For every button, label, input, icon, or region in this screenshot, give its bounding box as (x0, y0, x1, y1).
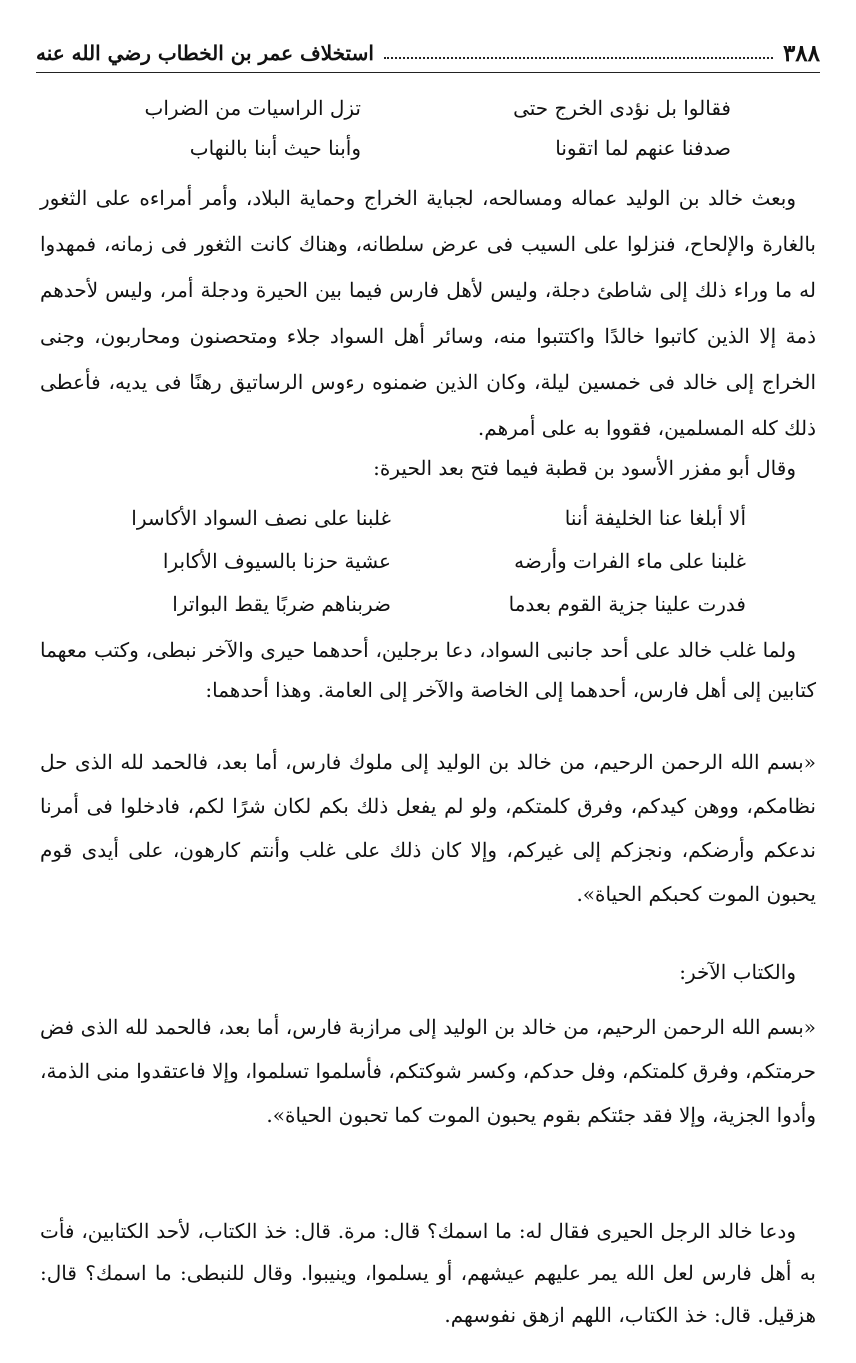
verse-line (0, 584, 856, 624)
paragraph-final (40, 1210, 816, 1336)
paragraph-text: وقال أبو مفزر الأسود بن قطبة فيما فتح بعد الحيرة: (373, 456, 796, 480)
paragraph-text: ودعا خالد الرجل الحيرى فقال له: ما اسمك؟ قال: مرة. قال: خذ الكتاب، لأحد الكتابين، فأت به أهل فارس لعل الله يمر عليهم عيشهم، أو يسلموا، وينيبوا. وقال للنبطى: ما اسمك؟ قال: هزقيل. قال: خذ الكتاب، اللهم ازهق نفوسهم. (40, 1219, 816, 1327)
verse-hemistich-second: وأبنا حيث أبنا بالنهاب (189, 136, 361, 160)
verse-hemistich-first: ألا أبلغا عنا الخليفة أننا (564, 506, 746, 530)
paragraph-text: «بسم الله الرحمن الرحيم، من خالد بن الوليد إلى مرازبة فارس، أما بعد، فالحمد لله الذى فض حرمتكم، وفرق كلمتكم، وفل حدكم، وكسر شوكتكم، فأسلموا تسلموا، وإلا فاعتقدوا منى الذمة، وأدوا الجزية، وإلا فقد جئتكم بقوم يحبون الموت كما تحبون الحياة». (40, 1015, 816, 1127)
paragraph-text: «بسم الله الرحمن الرحيم، من خالد بن الوليد إلى ملوك فارس، أما بعد، فالحمد لله الذى حل نظامكم، ووهن كيدكم، وفرق كلمتكم، ولو لم يفعل ذلك بكم لكان شرًا لكم، فادخلوا فى أمرنا ندعكم وأرضكم، ونجزكم إلى غيركم، وإلا كان ذلك على غلب وأنتم كارهون، على أيدى قوم يحبون الموت كحبكم الحياة». (40, 750, 816, 906)
verse-line (0, 498, 856, 538)
page-header (36, 34, 820, 73)
paragraph-poem-intro (40, 448, 816, 488)
page-number: ٣٨٨ (782, 39, 820, 67)
verse-hemistich-second: تزل الراسيات من الضراب (144, 96, 361, 120)
verse-hemistich-first: صدفنا عنهم لما اتقونا (555, 136, 731, 160)
verse-line (0, 88, 856, 128)
paragraph-intro (40, 175, 816, 451)
paragraph-letter-one (40, 740, 816, 916)
paragraph-other-letter (40, 952, 816, 992)
paragraph-letter-two (40, 1005, 816, 1137)
verse-hemistich-second: غلبنا على نصف السواد الأكاسرا (131, 506, 391, 530)
verse-hemistich-first: فدرت علينا جزية القوم بعدما (508, 592, 746, 616)
verse-hemistich-second: عشية حزنا بالسيوف الأكابرا (162, 549, 391, 573)
running-title: استخلاف عمر بن الخطاب رضي الله عنه (36, 41, 374, 65)
paragraph-text: وبعث خالد بن الوليد عماله ومسالحه، لجباية الخراج وحماية البلاد، وأمر أمراءه على الثغور بالغارة والإلحاح، فنزلوا على السيب فى عرض سلطانه، وهناك كانت الثغور فى زمانه، فمهدوا له ما وراء ذلك إلى شاطئ دجلة، وليس لأهل فارس فيما بين الحيرة ودجلة أمر، وليس لأحدهم ذمة إلا الذين كاتبوا خالدًا واكتتبوا منه، وسائر أهل السواد جلاء ومتحصنون ومحاربون، وجنى الخراج إلى خالد فى خمسين ليلة، وكان الذين ضمنوه رءوس الرساتيق رهنًا فى يديه، فأعطى ذلك كله المسلمين، فقووا به على أمرهم. (40, 186, 816, 440)
verse-hemistich-second: ضربناهم ضربًا يقط البواترا (172, 592, 391, 616)
header-dot-leader (384, 57, 773, 59)
paragraph-text: ولما غلب خالد على أحد جانبى السواد، دعا برجلين، أحدهما حيرى والآخر نبطى، وكتب معهما كتابين إلى أهل فارس، أحدهما إلى الخاصة والآخر إلى العامة. وهذا أحدهما: (40, 638, 816, 702)
verse-line (0, 128, 856, 168)
verse-hemistich-first: غلبنا على ماء الفرات وأرضه (514, 549, 746, 573)
paragraph-text: والكتاب الآخر: (679, 960, 796, 984)
verse-hemistich-first: فقالوا بل نؤدى الخرج حتى (513, 96, 731, 120)
paragraph-letters-intro (40, 630, 816, 710)
verse-line (0, 541, 856, 581)
